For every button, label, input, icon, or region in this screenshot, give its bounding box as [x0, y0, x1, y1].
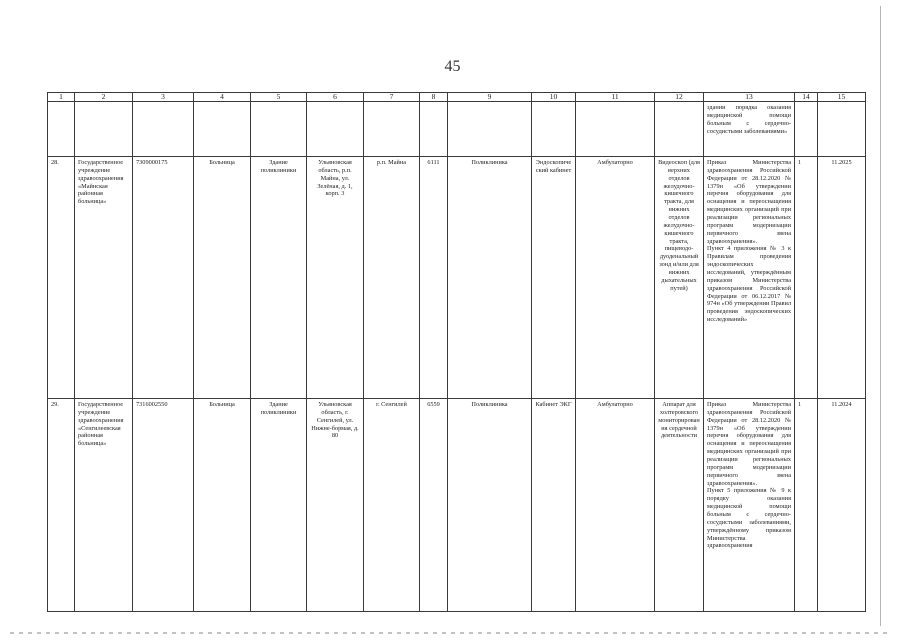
header-cell: 15	[818, 93, 866, 102]
page-number: 45	[444, 58, 461, 75]
facility-type: Больница	[194, 399, 251, 612]
organization-name: Государственное учреждение здравоохранения «Сенгилеевская районная больница»	[75, 399, 133, 612]
header-cell: 2	[75, 93, 133, 102]
header-cell: 13	[704, 93, 795, 102]
continuation-row	[48, 102, 866, 157]
header-cell: 6	[307, 93, 364, 102]
legal-basis-order: Приказ Министерства здравоохранения Российской Федерации от 28.12.2020 № 1379н «Об утверждении перечня оборудования для оснащения и переоснащения медицинских организаций при реализации региональных программ модернизации первичного звена здравоохранения».	[707, 159, 791, 245]
quantity: 1	[795, 399, 818, 612]
org-code: 7309000175	[133, 157, 194, 399]
address: Ульяновская область, г. Сенгилей, ул. Нижне-бормая, д. 80	[307, 399, 364, 612]
quantity: 1	[795, 157, 818, 399]
header-cell: 14	[795, 93, 818, 102]
department: Поликлиника	[448, 157, 532, 399]
scan-bottom-noise	[10, 632, 890, 634]
header-row	[48, 93, 866, 102]
legal-basis-order: Приказ Министерства здравоохранения Российской Федерации от 28.12.2020 № 1379н «Об утверждении перечня оборудования для оснащения и переоснащения медицинских организаций при реализации региональных программ модернизации первичного звена здравоохранения».	[707, 401, 791, 487]
header-cell: 5	[251, 93, 307, 102]
locality: р.п. Майна	[364, 157, 420, 399]
legal-basis-clause: Пункт 4 приложения № 3 к Правилам проведения эндоскопических исследований, утверждённым приказом Министерства здравоохранения Российской Федерации от 06.12.2017 № 974н «Об утверждении Правил проведения эндоскопических исследований»	[707, 245, 791, 324]
equipment-name: Видеоскоп (для верхних отделов желудочно-кишечного тракта, для нижних отделов желудочно-кишечного тракта, пищеводо-дуоденальный зонд и/или для нижних дыхательных путей)	[655, 157, 704, 399]
legal-basis	[704, 399, 795, 612]
building-name: Здание поликлиники	[251, 157, 307, 399]
code-number: 6111	[420, 157, 448, 399]
header-cell: 9	[448, 93, 532, 102]
care-form: Амбулаторно	[576, 157, 655, 399]
header-cell: 4	[194, 93, 251, 102]
org-code: 7316002550	[133, 399, 194, 612]
table-row	[48, 157, 866, 399]
header-cell: 3	[133, 93, 194, 102]
due-date: 11.2025	[818, 157, 866, 399]
header-cell: 12	[655, 93, 704, 102]
continuation-text: здании порядка оказания медицинской помощи больным с сердечно-сосудистыми заболеваниями»	[704, 102, 795, 157]
organization-name: Государственное учреждение здравоохранения «Майнская районная больница»	[75, 157, 133, 399]
locality: г. Сенгилей	[364, 399, 420, 612]
facility-type: Больница	[194, 157, 251, 399]
due-date: 11.2024	[818, 399, 866, 612]
scan-edge	[880, 6, 881, 626]
code-number: 6559	[420, 399, 448, 612]
legal-basis-clause: Пункт 5 приложения № 9 к порядку оказания медицинской помощи больным с сердечно-сосудистыми заболеваниями, утверждённому приказом Министерства здравоохранения	[707, 487, 791, 550]
row-number: 29.	[48, 399, 75, 612]
header-cell: 7	[364, 93, 420, 102]
room: Эндоскопический кабинет	[532, 157, 576, 399]
header-cell: 8	[420, 93, 448, 102]
department: Поликлиника	[448, 399, 532, 612]
header-cell: 11	[576, 93, 655, 102]
legal-basis	[704, 157, 795, 399]
room: Кабинет ЭКГ	[532, 399, 576, 612]
table-row	[48, 399, 866, 612]
equipment-table	[47, 92, 866, 612]
care-form: Амбулаторно	[576, 399, 655, 612]
header-cell: 1	[48, 93, 75, 102]
header-cell: 10	[532, 93, 576, 102]
equipment-name: Аппарат для холтеровского мониторирования сердечной деятельности	[655, 399, 704, 612]
address: Ульяновская область, р.п. Майна, ул. Зелёная, д. 1, корп. 3	[307, 157, 364, 399]
row-number: 28.	[48, 157, 75, 399]
building-name: Здание поликлиники	[251, 399, 307, 612]
